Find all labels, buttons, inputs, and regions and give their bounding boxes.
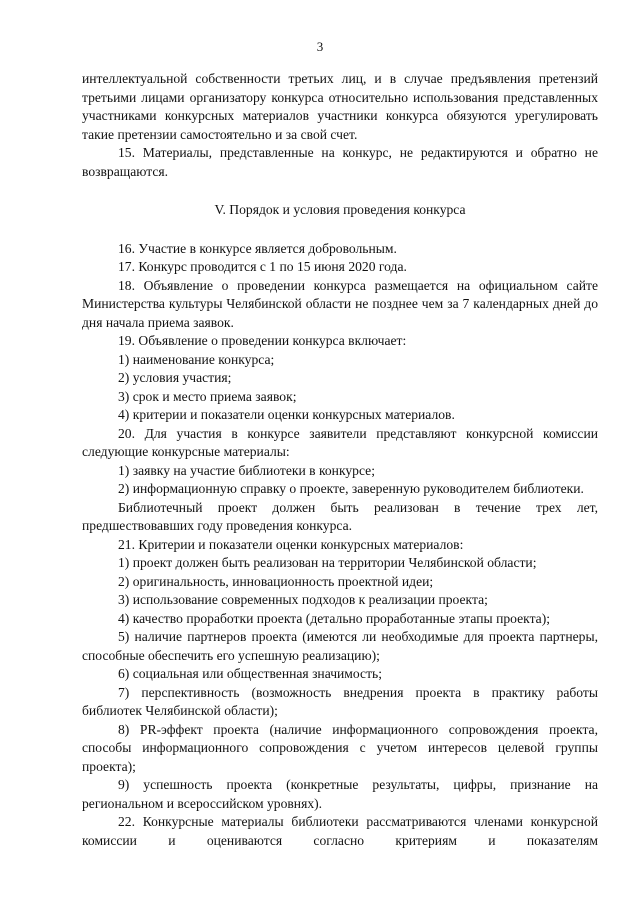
document-body (82, 70, 598, 850)
list-item: 9) успешность проекта (конкретные результаты, цифры, признание на региональном и всероссийском уровнях). (82, 777, 598, 811)
paragraph-21: 21. Критерии и показатели оценки конкурсных материалов: (118, 536, 464, 552)
list-item: 7) перспективность (возможность внедрения проекта в практику работы библиотек Челябинской области); (82, 684, 598, 718)
list-item: 5) наличие партнеров проекта (имеются ли необходимые для проекта партнеры, способные обеспечить его успешную реализацию); (82, 629, 598, 663)
paragraph-22: 22. Конкурсные материалы библиотеки рассматриваются членами конкурсной комиссии и оцениваются согласно критериям и показателям (82, 814, 598, 848)
paragraph-15: 15. Материалы, представленные на конкурс, не редактируются и обратно не возвращаются. (82, 145, 598, 179)
list-item: 4) критерии и показатели оценки конкурсных материалов. (118, 407, 455, 422)
page-number: 3 (316, 39, 324, 54)
list-item: 1) проект должен быть реализован на территории Челябинской области; (118, 555, 537, 570)
list-item: 6) социальная или общественная значимость; (118, 666, 382, 681)
list-item: 1) заявку на участие библиотеки в конкурсе; (118, 462, 375, 478)
paragraph: Библиотечный проект должен быть реализован в течение трех лет, предшествовавших году проведения конкурса. (82, 499, 598, 533)
paragraph-17: 17. Конкурс проводится с 1 по 15 июня 2020 года. (118, 259, 407, 274)
list-item: 3) срок и место приема заявок; (118, 388, 297, 404)
paragraph-20: 20. Для участия в конкурсе заявители представляют конкурсной комиссии следующие конкурсные материалы: (82, 425, 598, 459)
paragraph: интеллектуальной собственности третьих лиц, и в случае предъявления претензий третьими лицами организатору конкурса относительно использования представленных участниками конкурсных материалов участники конкурса обязуются урегулировать такие претензии самостоятельно и за свой счет. (82, 71, 598, 142)
list-item: 4) качество проработки проекта (детально проработанные этапы проекта); (118, 610, 551, 626)
list-item: 2) информационную справку о проекте, заверенную руководителем библиотеки. (118, 481, 584, 496)
list-item: 2) условия участия; (118, 370, 232, 385)
paragraph-18: 18. Объявление о проведении конкурса размещается на официальном сайте Министерства культуры Челябинской области не позднее чем за 7 календарных дней до дня начала приема заявок. (82, 277, 598, 330)
list-item: 3) использование современных подходов к реализации проекта; (118, 592, 488, 607)
list-item: 8) PR-эффект проекта (наличие информационного сопровождения проекта, способы информационного сопровождения с учетом интересов целевой группы проекта); (82, 721, 598, 774)
paragraph-19: 19. Объявление о проведении конкурса включает: (118, 333, 407, 348)
list-item: 1) наименование конкурса; (118, 351, 275, 367)
paragraph-16: 16. Участие в конкурсе является добровольным. (118, 240, 397, 256)
list-item: 2) оригинальность, инновационность проектной идеи; (118, 573, 434, 589)
section-heading: V. Порядок и условия проведения конкурса (214, 202, 466, 217)
